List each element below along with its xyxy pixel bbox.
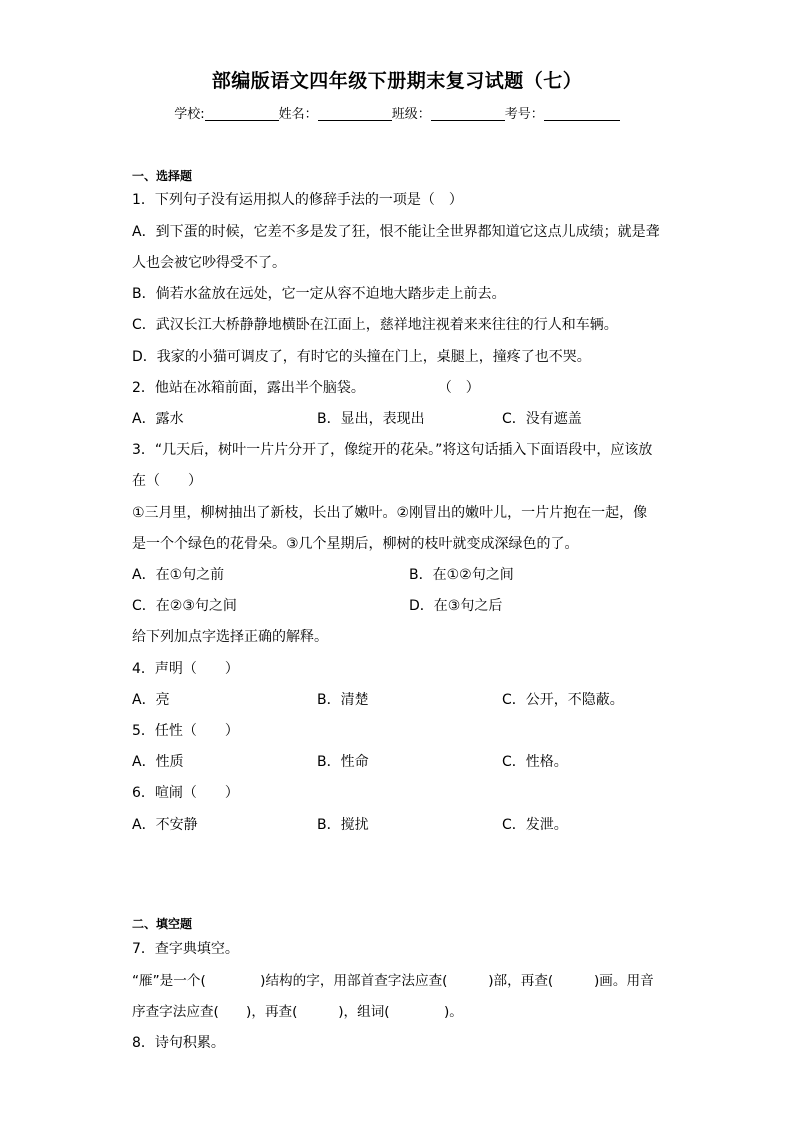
q6-option-b[interactable]: B．搅扰: [317, 817, 369, 833]
q6-stem: 6．喧闹（ ）: [132, 785, 239, 801]
q5-option-b[interactable]: B．性命: [317, 754, 369, 770]
q4-option-b[interactable]: B．清楚: [317, 692, 369, 708]
section-heading-choice: 一、选择题: [132, 169, 193, 183]
page-title: 部编版语文四年级下册期末复习试题（七）: [211, 70, 583, 92]
q1-option-b[interactable]: B．倘若水盆放在远处，它一定从容不迫地大踏步走上前去。: [132, 286, 506, 302]
q3-passage-line2: 是一个个绿色的花骨朵。③几个星期后，柳树的枝叶就变成深绿色的了。: [132, 536, 579, 552]
q1-stem: 1．下列句子没有运用拟人的修辞手法的一项是（ ）: [132, 192, 463, 208]
q5-stem: 5．任性（ ）: [132, 723, 239, 739]
dotted-char-instruction: 给下列加点字选择正确的解释。: [132, 629, 328, 645]
name-blank[interactable]: [318, 106, 392, 121]
class-blank[interactable]: [431, 106, 505, 121]
q5-option-c[interactable]: C．性格。: [502, 754, 568, 770]
q3-option-b[interactable]: B．在①②句之间: [409, 567, 514, 583]
q2-option-c[interactable]: C．没有遮盖: [502, 411, 582, 427]
q8-stem: 8．诗句积累。: [132, 1035, 225, 1051]
q4-option-c[interactable]: C．公开，不隐蔽。: [502, 692, 624, 708]
number-blank[interactable]: [544, 106, 620, 121]
q2-option-b[interactable]: B．显出，表现出: [317, 411, 425, 427]
q2-stem: [132, 378, 480, 398]
q7-line2: 序查字法应查( )，再查( )，组词( )。: [132, 1004, 463, 1020]
q7-line1: “雁”是一个( )结构的字，用部首查字法应查( )部，再查( )画。用音: [132, 973, 654, 989]
student-info-line: [0, 103, 794, 122]
school-blank[interactable]: [205, 106, 279, 121]
q3-passage-line1: ①三月里，柳树抽出了新枝，长出了嫩叶。②刚冒出的嫩叶儿，一片片抱在一起，像: [132, 505, 648, 521]
section-heading-fill: 二、填空题: [132, 917, 193, 931]
school-label: 学校:: [174, 107, 205, 122]
q3-stem-line2: 在（ ）: [132, 473, 202, 489]
q5-option-a[interactable]: A．性质: [132, 754, 184, 770]
q1-option-a-line1[interactable]: A．到下蛋的时候，它差不多是发了狂，恨不能让全世界都知道它这点儿成绩；就是聋: [132, 224, 660, 240]
q2-stem-text: 2．他站在冰箱前面，露出半个脑袋。: [132, 380, 365, 396]
number-label: 考号：: [504, 107, 544, 122]
q3-stem-line1: 3．“几天后，树叶一片片分开了，像绽开的花朵。”将这句话插入下面语段中，应该放: [132, 442, 653, 458]
q1-option-a-line2: 人也会被它吵得受不了。: [132, 255, 286, 271]
q7-stem: 7．查字典填空。: [132, 941, 239, 957]
q3-option-d[interactable]: D．在③句之后: [409, 598, 503, 614]
q3-option-c[interactable]: C．在②③句之间: [132, 598, 237, 614]
q2-option-a[interactable]: A．露水: [132, 411, 184, 427]
q4-stem: 4．声明（ ）: [132, 661, 239, 677]
q1-option-c[interactable]: C．武汉长江大桥静静地横卧在江面上，慈祥地注视着来来往往的行人和车辆。: [132, 317, 618, 333]
q1-option-d[interactable]: D．我家的小猫可调皮了，有时它的头撞在门上，桌腿上，撞疼了也不哭。: [132, 349, 591, 365]
q6-option-c[interactable]: C．发泄。: [502, 817, 568, 833]
q3-option-a[interactable]: A．在①句之前: [132, 567, 225, 583]
name-label: 姓名：: [278, 107, 318, 122]
q2-answer-paren[interactable]: （ ）: [437, 380, 480, 396]
class-label: 班级：: [391, 107, 431, 122]
q6-option-a[interactable]: A．不安静: [132, 817, 198, 833]
q4-option-a[interactable]: A．亮: [132, 692, 170, 708]
